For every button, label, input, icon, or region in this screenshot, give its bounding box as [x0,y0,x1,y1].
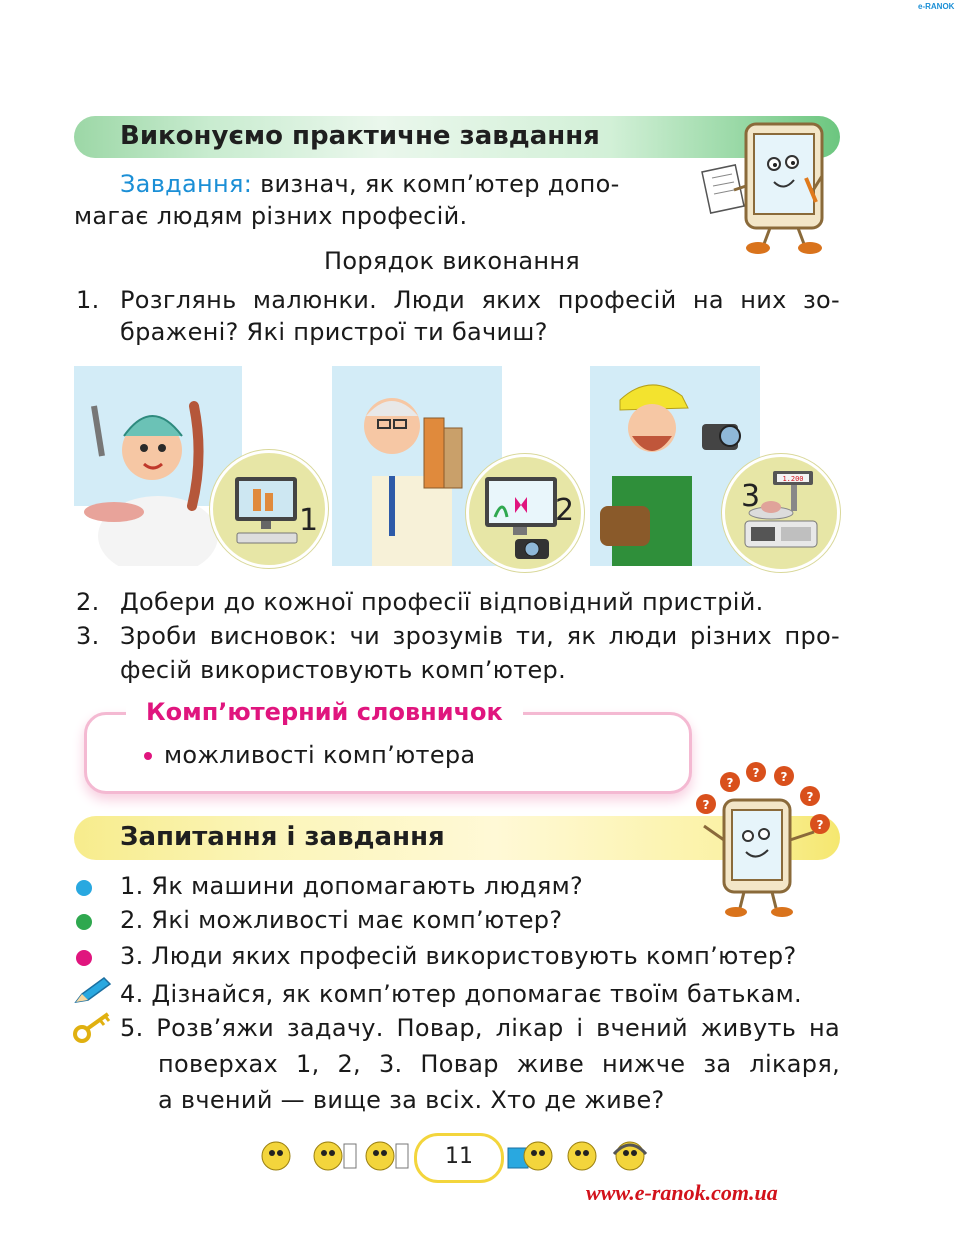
scale-display: 1.200 [782,475,804,483]
tablet-mascot-juggling [684,760,834,920]
question-5-line-1: 5. Розв’яжи задачу. Повар, лікар і вчений живуть на [120,1014,840,1042]
page-number-badge [414,1133,504,1183]
step-number: 2. [76,588,100,616]
step-2-line-1: Добери до кожної професії відповідний пристрій. [120,588,764,616]
dictionary-item: можливості комп’ютера [164,741,476,769]
task-text: визнач, як комп’ютер допо- [260,170,620,198]
green-dot-marker [76,914,92,930]
picture-2-device-circle [466,454,584,572]
task-paragraph-line-1 [120,168,620,201]
question-3: 3. Люди яких професій використовують комп’ютер? [120,942,797,970]
svg-text:?: ? [702,798,710,812]
step-3-line-1: Зроби висновок: чи зрозумів ти, як люди різних про- [120,622,840,650]
pink-dot-marker [76,950,92,966]
picture-3-device-circle [722,454,840,572]
question-5-line-3: а вчений — вище за всіх. Хто де живе? [158,1086,665,1114]
order-title: Порядок виконання [324,247,581,275]
publisher-url[interactable]: www.e-ranok.com.ua [586,1180,778,1205]
step-3-line-2: фесій використовують комп’ютер. [120,656,567,684]
publisher-logo: e-RANOK [918,2,955,11]
footer-mascots-right [504,1134,654,1176]
picture-1-device-circle [210,450,328,568]
picture-2-number: 2 [555,493,575,528]
step-number: 1. [76,286,100,314]
svg-text:?: ? [726,776,734,790]
page-number: 11 [445,1144,473,1169]
section-title: Запитання і завдання [120,822,445,852]
picture-1-number: 1 [299,503,319,538]
tablet-mascot-writing [694,116,844,256]
footer-mascots-left [256,1134,410,1176]
key-icon [72,1010,114,1044]
question-1: 1. Як машини допомагають людям? [120,872,584,900]
svg-text:?: ? [752,766,760,780]
svg-text:?: ? [780,770,788,784]
bullet-icon [144,752,152,760]
pen-icon [72,976,114,1006]
picture-3-number: 3 [741,479,761,514]
task-paragraph-line-2: магає людям різних професій. [74,202,468,230]
step-number: 3. [76,622,100,650]
question-4: 4. Дізнайся, як комп’ютер допомагає твоїм батькам. [120,980,802,1008]
svg-text:?: ? [816,818,824,832]
task-label: Завдання: [120,170,253,198]
section-title: Виконуємо практичне завдання [120,121,600,151]
step-1-line-2: бражені? Які пристрої ти бачиш? [120,318,548,346]
step-1-line-1: Розглянь малюнки. Люди яких професій на них зо- [120,286,840,314]
svg-text:?: ? [806,790,814,804]
question-2: 2. Які можливості має комп’ютер? [120,906,563,934]
question-5-line-2: поверхах 1, 2, 3. Повар живе нижче за лікаря, [158,1050,840,1078]
dictionary-title: Комп’ютерний словничок [126,698,523,726]
blue-dot-marker [76,880,92,896]
